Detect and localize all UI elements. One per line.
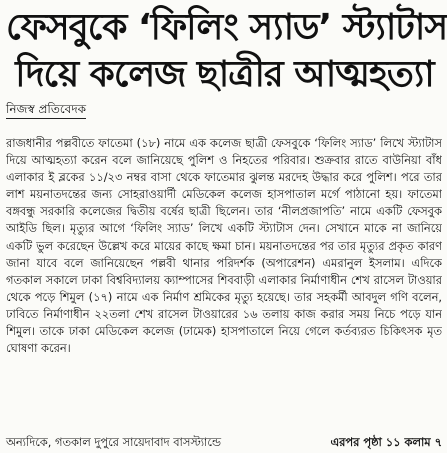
byline-container [0,100,447,119]
article-last-line [6,434,442,450]
last-line-text: অন্যদিকে, গতকাল দুপুরে সায়েদাবাদ বাসস্ট্যান্ডে [6,435,222,449]
continuation-note: এরপর পৃষ্ঠা ১১ কলাম ৭ [330,435,442,449]
byline: নিজস্ব প্রতিবেদক [6,101,86,119]
article-body: রাজধানীর পল্লবীতে ফাতেমা (১৮) নামে এক কলেজ ছাত্রী ফেসবুকে ‘ফিলিং স্যাড’ লিখে স্ট্যাটাস দিয়ে আত্মহত্যা করেন বলে জানিয়েছে পুলিশ ও নিহতের পরিবার। শুক্রবার রাতে বাউনিয়া বাঁধ এলাকার ই ব্লকের ১১/২৩ নম্বর বাসা থেকে ফাতেমার ঝুলন্ত মরদেহ উদ্ধার করে পুলিশ। পরে তার লাশ ময়নাতদন্তের জন্য সোহরাওয়ার্দী মেডিকেল কলেজ হাসপাতাল মর্গে পাঠানো হয়। ফাতেমা বঙ্গবন্ধু সরকারি কলেজের দ্বিতীয় বর্ষের ছাত্রী ছিলেন। তার ‘নীলপ্রজাপতি’ নামে একটি ফেসবুক আইডি ছিল। মৃত্যুর আগে ‘ফিলিং স্যাড’ লিখে একটি স্ট্যাটাস দেন। সেখানে মাকে না জানিয়ে একটি ভুল করেছেন উল্লেখ করে মায়ের কাছে ক্ষমা চান। ময়নাতদন্তের পর তার মৃত্যুর প্রকৃত কারণ জানা যাবে বলে জানিয়েছেন পল্লবী থানার পরিদর্শক (অপারেশন) এমরানুল ইসলাম। এদিকে গতকাল সকালে ঢাকা বিশ্ববিদ্যালয় ক্যাম্পাসের শিববাড়ী এলাকার নির্মাণাধীন শেখ রাসেল টাওয়ার থেকে পড়ে শিমুল (১৭) নামে এক নির্মাণ শ্রমিকের মৃত্যু হয়েছে। তার সহকর্মী আবদুল গণি বলেন, ঢাবিতে নির্মাণাধীন ২২তলা শেখ রাসেল টাওয়ারের ১৬ তলায় কাজ করার সময় নিচে পড়ে যান শিমুল। তাকে ঢাকা মেডিকেল কলেজ (ঢামেক) হাসপাতালে নিয়ে গেলে কর্তব্যরত চিকিৎসক মৃত ঘোষণা করেন। [6,136,442,356]
headline-line-2: দিয়ে কলেজ ছাত্রীর আত্মহত্যা [15,54,434,95]
headline-line-1: ফেসবুকে ‘ফিলিং স্যাড’ স্ট্যাটাস [6,7,447,48]
headline [0,0,447,98]
